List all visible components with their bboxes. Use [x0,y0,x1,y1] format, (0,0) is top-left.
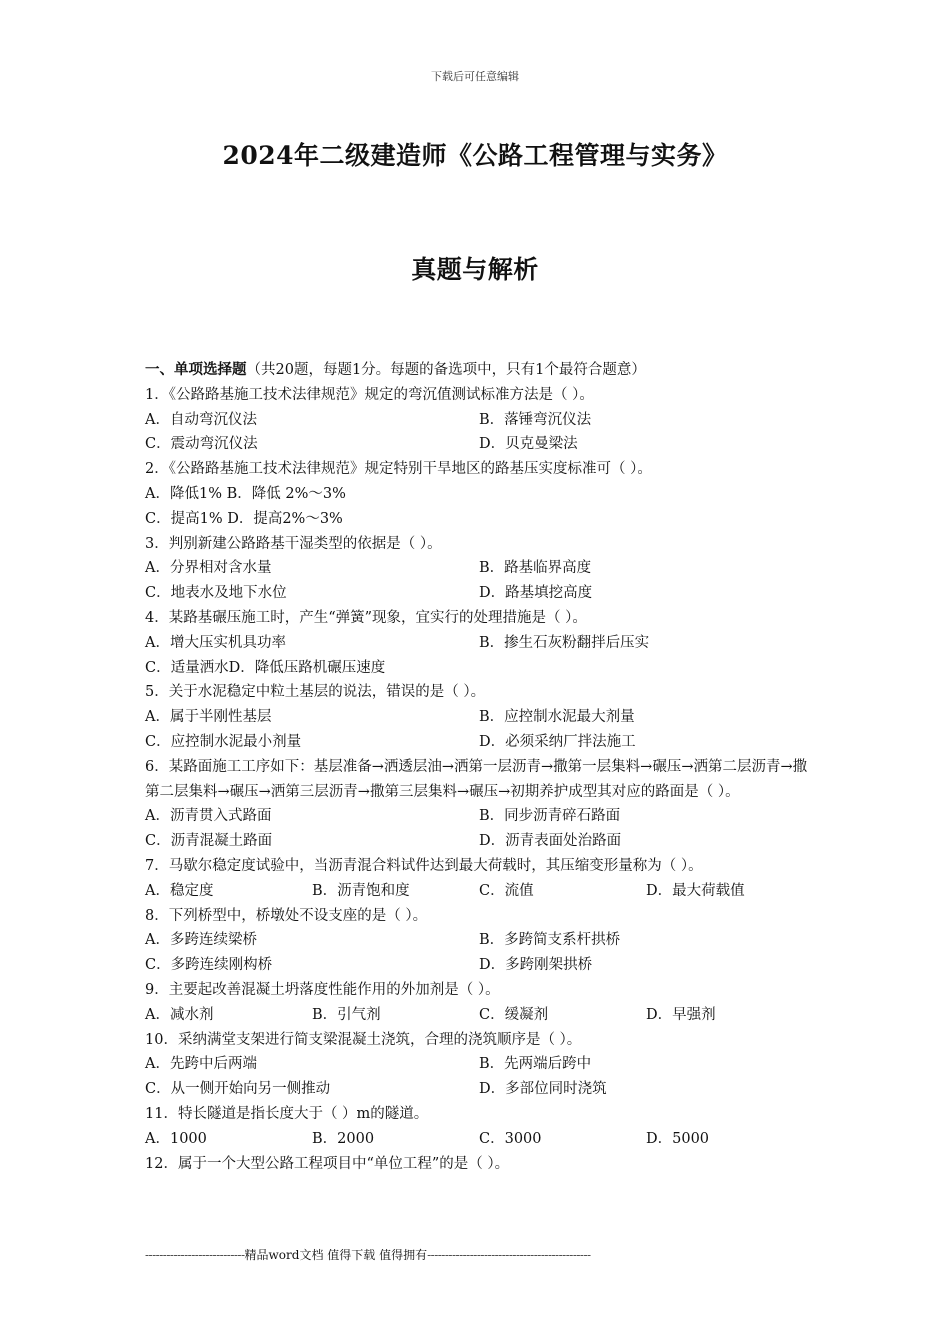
option-group [145,804,825,854]
option-group [145,556,825,606]
question-item [145,1152,825,1177]
option-group [145,1003,825,1028]
question-item [145,978,825,1028]
answer-option: D．5000 [646,1130,710,1147]
section-header [145,358,825,383]
question-item [145,457,825,531]
answer-option: B．路基临界高度 [479,560,592,577]
question-item [145,1028,825,1102]
option-group [145,1127,825,1152]
footer-left-dashes: ---------------------------- [145,1248,245,1262]
answer-option: A．分界相对含水量 [145,560,272,577]
footer-right-dashes: ---------------------------------------------- [427,1248,591,1262]
answer-option: C．沥青混凝土路面 [145,833,273,850]
answer-option: C．震动弯沉仪法 [145,436,258,453]
answer-option: B．应控制水泥最大剂量 [479,709,635,726]
option-group [145,928,825,978]
answer-option: B．同步沥青碎石路面 [479,808,621,825]
question-text: 9．主要起改善混凝土坍落度性能作用的外加剂是（ ）。 [145,981,500,998]
question-item [145,383,825,457]
answer-option: A．降低1% B．降低 2%～3% [145,485,346,502]
question-text: 6．某路面施工工序如下：基层准备→洒透层油→洒第一层沥青→撒第一层集料→碾压→洒第二层沥青→撒第二层集料→碾压→洒第三层沥青→撒第三层集料→碾压→初期养护成型其对应的路面是（ ）。 [145,758,808,800]
answer-option: A．增大压实机具功率 [145,634,286,651]
question-content [145,358,825,1176]
question-text: 8．下列桥型中，桥墩处不设支座的是（ ）。 [145,907,428,924]
question-text: 1．《公路路基施工技术法律规范》规定的弯沉值测试标准方法是（ ）。 [145,386,594,403]
answer-option: A．减水剂 [145,1006,214,1023]
answer-option: C．多跨连续刚构桥 [145,957,273,974]
option-group [145,705,825,755]
answer-option: C．应控制水泥最小剂量 [145,733,302,750]
answer-option: D．多部位同时浇筑 [479,1081,607,1098]
question-item [145,1102,825,1152]
answer-option: B．先两端后跨中 [479,1056,592,1073]
answer-option: A．先跨中后两端 [145,1056,257,1073]
question-item [145,904,825,978]
question-list [145,383,825,1177]
answer-option: C．缓凝剂 [479,1006,549,1023]
answer-option: A．自动弯沉仪法 [145,411,257,428]
footer-text: 精品word文档 值得下载 值得拥有 [244,1248,428,1262]
option-group [145,408,825,458]
answer-option: D．早强剂 [646,1006,716,1023]
question-item [145,532,825,606]
question-text: 7．马歇尔稳定度试验中，当沥青混合料试件达到最大荷载时，其压缩变形量称为（ ）。 [145,857,703,874]
answer-option: C．3000 [479,1130,542,1147]
document-subtitle: 真题与解析 [411,255,539,284]
answer-option: C．地表水及地下水位 [145,585,287,602]
option-group [145,631,825,681]
answer-option: B．沥青饱和度 [312,882,410,899]
answer-option: B．落锤弯沉仪法 [479,411,592,428]
question-text: 12．属于一个大型公路工程项目中“单位工程”的是（ ）。 [145,1155,510,1172]
question-item [145,854,825,904]
section-heading: 一、单项选择题 [145,361,247,378]
question-text: 11．特长隧道是指长度大于（ ）m的隧道。 [145,1105,429,1122]
question-text: 3．判别新建公路路基干湿类型的依据是（ ）。 [145,535,442,552]
answer-option: D．必须采纳厂拌法施工 [479,733,636,750]
document-title: 2024年二级建造师《公路工程管理与实务》 [222,141,728,170]
answer-option: A．沥青贯入式路面 [145,808,272,825]
answer-option: D．沥青表面处治路面 [479,833,622,850]
answer-option: D．贝克曼梁法 [479,436,578,453]
answer-option: C．从一侧开始向另一侧推动 [145,1081,331,1098]
answer-option: B．掺生石灰粉翻拌后压实 [479,634,650,651]
answer-option: D．多跨刚架拱桥 [479,957,593,974]
answer-option [479,656,813,681]
answer-option: B．引气剂 [312,1006,381,1023]
answer-option: B．2000 [312,1130,375,1147]
answer-option: A．属于半刚性基层 [145,709,272,726]
answer-option: B．多跨简支系杆拱桥 [479,932,621,949]
question-text: 4．某路基碾压施工时，产生“弹簧”现象，宜实行的处理措施是（ ）。 [145,609,587,626]
answer-option: C．流值 [479,882,534,899]
answer-option: D．最大荷载值 [646,882,745,899]
option-group [145,482,825,532]
option-group [145,1052,825,1102]
footer [145,1246,591,1263]
question-item [145,680,825,754]
header-note: 下载后可任意编辑 [431,70,519,83]
question-item [145,755,825,854]
option-group [145,879,825,904]
question-text: 10．采纳满堂支架进行简支梁混凝土浇筑，合理的浇筑顺序是（ ）。 [145,1031,582,1048]
answer-option: A．多跨连续梁桥 [145,932,257,949]
question-item [145,606,825,680]
answer-option: C．适量洒水D．降低压路机碾压速度 [145,659,386,676]
answer-option: C．提高1% D．提高2%～3% [145,510,343,527]
answer-option: D．路基填挖高度 [479,585,593,602]
answer-option: A．1000 [145,1130,207,1147]
answer-option: A．稳定度 [145,882,214,899]
question-text: 2．《公路路基施工技术法律规范》规定特别干旱地区的路基压实度标准可（ ）。 [145,461,652,478]
question-text: 5．关于水泥稳定中粒土基层的说法，错误的是（ ）。 [145,684,486,701]
section-instruction: （共20题，每题1分。每题的备选项中，只有1个最符合题意） [246,362,646,378]
